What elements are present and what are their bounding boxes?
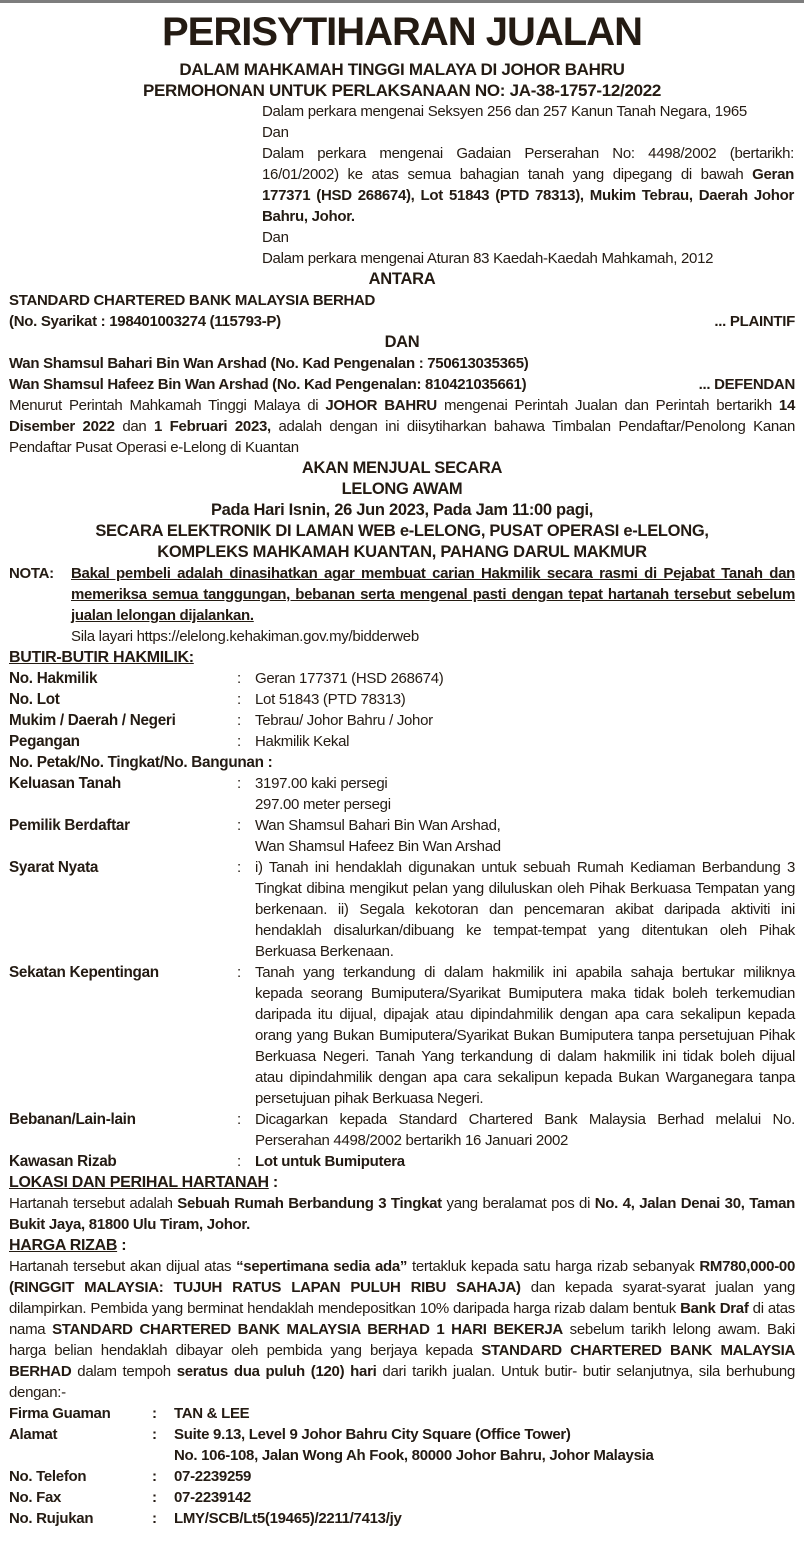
auction-website-line: Sila layari https://elelong.kehakiman.gov.my/bidderweb (71, 628, 419, 645)
table-row (9, 668, 795, 689)
nota-block (9, 563, 795, 626)
row-label: Pegangan (9, 733, 80, 750)
row-label: Kawasan Rizab (9, 1153, 117, 1170)
row-value-line: 3197.00 kaki persegi (255, 775, 388, 792)
row-label: No. Petak/No. Tingkat/No. Bangunan : (9, 754, 273, 771)
sale-date-line: Pada Hari Isnin, 26 Jun 2023, Pada Jam 11:00 pagi, (210, 501, 594, 519)
table-row (9, 689, 795, 710)
table-row (9, 752, 795, 773)
table-row (9, 1151, 795, 1172)
court-name: DALAM MAHKAMAH TINGGI MALAYA DI JOHOR BAHRU (179, 60, 625, 79)
row-value (255, 857, 795, 962)
plaintiff-name: STANDARD CHARTERED BANK MALAYSIA BERHAD (9, 292, 376, 309)
row-value (255, 668, 795, 689)
reserve-price-heading: HARGA RIZAB : (9, 1237, 127, 1254)
row-value (174, 1466, 795, 1487)
page-title: PERISYTIHARAN JUALAN (161, 10, 643, 54)
row-label: No. Telefon (9, 1468, 87, 1485)
order-paragraph: Menurut Perintah Mahkamah Tinggi Malaya di JOHOR BAHRU mengenai Perintah Jualan dan Perintah bertarikh 14 Disember 2022 dan 1 Februari 2023, adalah dengan ini diisytiharkan bahawa Timbalan Pendaftar/Penolong Kanan Pendaftar Pusat Operasi e-Lelong di Kuantan (9, 397, 796, 456)
sale-venue-line-2: KOMPLEKS MAHKAMAH KUANTAN, PAHANG DARUL MAKMUR (157, 543, 647, 561)
row-value-line: TAN & LEE (174, 1405, 250, 1422)
row-label: Firma Guaman (9, 1405, 111, 1422)
table-row (9, 773, 795, 815)
table-row (9, 857, 795, 962)
row-colon: : (237, 775, 241, 792)
row-colon: : (237, 1111, 241, 1128)
row-value (255, 689, 795, 710)
row-label: Bebanan/Lain-lain (9, 1111, 136, 1128)
row-colon: : (237, 817, 241, 834)
plaintiff-role: ... PLAINTIF (714, 313, 795, 330)
row-value-line: LMY/SCB/Lt5(19465)/2211/7413/jy (174, 1510, 402, 1527)
table-row (9, 710, 795, 731)
reserve-price-paragraph: Hartanah tersebut akan dijual atas “sepertimana sedia ada” tertakluk kepada satu harga rizab sebanyak RM780,000-00 (RINGGIT MALAYSIA: TUJUH RATUS LAPAN PULUH RIBU SAHAJA) dan kepada syarat-syarat jualan yang dilampirkan. Pembida yang berminat hendaklah mendepositkan 10% daripada harga rizab dalam bentuk Bank Draf di atas nama STANDARD CHARTERED BANK MALAYSIA BERHAD 1 HARI BEKERJA sebelum tarikh lelong awam. Baki harga belian hendaklah dibayar oleh pembida yang berjaya kepada STANDARD CHARTERED BANK MALAYSIA BERHAD dalam tempoh seratus dua puluh (120) hari dari tarikh jualan. Untuk butir- butir selanjutnya, sila berhubung dengan:- (9, 1258, 796, 1401)
row-value-line: Wan Shamsul Hafeez Bin Wan Arshad (255, 838, 501, 855)
recital-paragraph: Dalam perkara mengenai Gadaian Perserahan No: 4498/2002 (bertarikh: 16/01/2002) ke atas semua bahagian tanah yang dipegang di bawah Geran 177371 (HSD 268674), Lot 51843 (PTD 78313), Mukim Tebrau, Daerah Johor Bahru, Johor. (262, 145, 794, 225)
row-label: Pemilik Berdaftar (9, 817, 130, 834)
row-value (255, 1109, 795, 1151)
row-value (174, 1424, 795, 1466)
row-value (255, 773, 795, 815)
row-value (174, 1508, 795, 1529)
defendant-1: Wan Shamsul Bahari Bin Wan Arshad (No. Kad Pengenalan : 750613035365) (9, 355, 529, 372)
details-heading: BUTIR-BUTIR HAKMILIK: (9, 649, 194, 666)
sale-line-2: LELONG AWAM (341, 480, 463, 498)
row-value (255, 962, 795, 1109)
row-colon: : (237, 964, 241, 981)
location-paragraph: Hartanah tersebut adalah Sebuah Rumah Berbandung 3 Tingkat yang beralamat pos di No. 4, Jalan Denai 30, Taman Bukit Jaya, 81800 Ulu Tiram, Johor. (9, 1195, 795, 1233)
row-label: No. Rujukan (9, 1510, 94, 1527)
row-value (174, 1487, 795, 1508)
location-heading: LOKASI DAN PERIHAL HARTANAH : (9, 1174, 278, 1191)
row-colon: : (152, 1405, 157, 1422)
row-value-line: Suite 9.13, Level 9 Johor Bahru City Square (Office Tower) (174, 1426, 571, 1443)
table-row (9, 1424, 795, 1466)
row-label: Syarat Nyata (9, 859, 99, 876)
recital-and: Dan (262, 229, 289, 246)
recital-and: Dan (262, 124, 289, 141)
row-value-line: Lot 51843 (PTD 78313) (255, 691, 406, 708)
row-value (174, 1403, 795, 1424)
row-value (255, 1151, 795, 1172)
row-label: Alamat (9, 1426, 58, 1443)
row-value-line: 07-2239259 (174, 1468, 252, 1485)
row-value (255, 731, 795, 752)
table-row (9, 1109, 795, 1151)
row-label: Mukim / Daerah / Negeri (9, 712, 176, 729)
row-value-line: Tebrau/ Johor Bahru / Johor (255, 712, 433, 729)
and-label: DAN (384, 333, 420, 351)
row-colon: : (237, 712, 241, 729)
row-colon: : (152, 1510, 157, 1527)
row-value-line: Geran 177371 (HSD 268674) (255, 670, 444, 687)
sale-line-1: AKAN MENJUAL SECARA (301, 459, 503, 477)
defendant-2: Wan Shamsul Hafeez Bin Wan Arshad (No. Kad Pengenalan: 810421035661) (9, 376, 527, 393)
contact-table (9, 1403, 795, 1529)
plaintiff-company-no: (No. Syarikat : 198401003274 (115793-P) (9, 313, 281, 330)
row-label: No. Lot (9, 691, 60, 708)
row-value-line: i) Tanah ini hendaklah digunakan untuk sebuah Rumah Kediaman Berbandung 3 Tingkat dibina mengikut pelan yang diluluskan oleh Pihak Berkuasa Tempatan yang berkenaan. ii) Segala kekotoran dan pencemaran akibat daripada aktiviti ini hendaklah disalurkan/dibuang ke tempat-tempat yang ditentukan oleh Pihak Berkuasa Berkenaan. (255, 859, 795, 960)
row-label: No. Fax (9, 1489, 62, 1506)
row-value-line: Lot untuk Bumiputera (255, 1153, 405, 1170)
row-colon: : (152, 1468, 157, 1485)
table-row (9, 1487, 795, 1508)
table-row (9, 815, 795, 857)
recitals-block (262, 101, 794, 269)
defendant-row (9, 374, 795, 395)
table-row (9, 962, 795, 1109)
row-value-line: 297.00 meter persegi (255, 796, 391, 813)
recital-paragraph: Dalam perkara mengenai Seksyen 256 dan 257 Kanun Tanah Negara, 1965 (262, 103, 747, 120)
defendant-role: ... DEFENDAN (698, 376, 795, 393)
row-value-line: 07-2239142 (174, 1489, 252, 1506)
row-value-line: No. 106-108, Jalan Wong Ah Fook, 80000 Johor Bahru, Johor Malaysia (174, 1447, 654, 1464)
row-value (255, 710, 795, 731)
row-value-line: Wan Shamsul Bahari Bin Wan Arshad, (255, 817, 501, 834)
row-label: No. Hakmilik (9, 670, 98, 687)
nota-text: Bakal pembeli adalah dinasihatkan agar membuat carian Hakmilik secara rasmi di Pejabat Tanah dan memeriksa semua tanggungan, bebanan serta mengenal pasti dengan tepat hartanah tersebut sebelum jualan lelongan dijalankan. (71, 565, 795, 624)
recital-paragraph: Dalam perkara mengenai Aturan 83 Kaedah-Kaedah Mahkamah, 2012 (262, 250, 714, 267)
table-row (9, 1466, 795, 1487)
row-value-line: Dicagarkan kepada Standard Chartered Bank Malaysia Berhad melalui No. Perserahan 4498/2002 bertarikh 16 Januari 2002 (255, 1111, 795, 1149)
table-row (9, 1403, 795, 1424)
row-colon: : (237, 1153, 241, 1170)
table-row (9, 731, 795, 752)
nota-label: NOTA: (9, 565, 54, 582)
row-label: Keluasan Tanah (9, 775, 121, 792)
row-colon: : (237, 691, 241, 708)
case-number: PERMOHONAN UNTUK PERLAKSANAAN NO: JA-38-1757-12/2022 (142, 81, 662, 100)
between-label: ANTARA (368, 270, 436, 288)
row-colon: : (237, 670, 241, 687)
row-colon: : (237, 733, 241, 750)
row-colon: : (152, 1489, 157, 1506)
table-row (9, 1508, 795, 1529)
row-value (255, 815, 795, 857)
row-colon: : (237, 859, 241, 876)
row-label: Sekatan Kepentingan (9, 964, 159, 981)
row-value-line: Hakmilik Kekal (255, 733, 350, 750)
row-colon: : (152, 1426, 157, 1443)
row-value-line: Tanah yang terkandung di dalam hakmilik ini apabila sahaja bertukar miliknya kepada seorang Bumiputera/Syarikat Bumiputera maka tidak boleh terkemudian daripada itu dijual, dipajak atau dipindahmilik dengan apa cara sekalipun kepada orang yang Bukan Bumiputera/Syarikat Bukan Bumiputera tanpa persetujuan Pihak Berkuasa Negeri. Tanah Yang terkandung di dalam hakmilik ini tidak boleh dijual atau dipindahmilik dengan apa cara sekalipun kepada Bukan Warganegara tanpa persetujuan pihak Berkuasa Negeri. (255, 964, 795, 1107)
plaintiff-row (9, 311, 795, 332)
sale-venue-line-1: SECARA ELEKTRONIK DI LAMAN WEB e-LELONG, PUSAT OPERASI e-LELONG, (95, 522, 709, 540)
details-table (9, 668, 795, 1172)
